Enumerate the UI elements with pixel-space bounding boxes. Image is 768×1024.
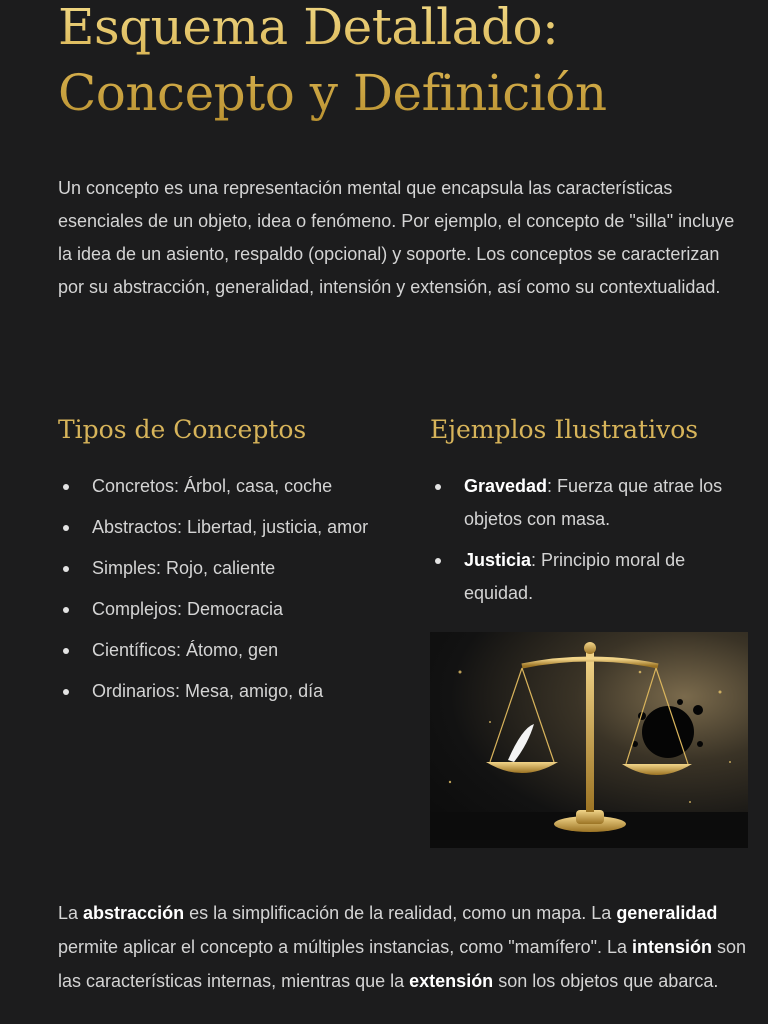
examples-heading: Ejemplos Ilustrativos — [430, 415, 699, 444]
list-item — [430, 544, 750, 610]
examples-list — [430, 470, 750, 618]
outro-text: son los objetos que abarca. — [493, 971, 719, 991]
outro-term: intensión — [632, 937, 713, 957]
title-line-2: Concepto y Definición — [58, 64, 607, 122]
example-text: : Principio moral de equidad. — [464, 550, 686, 603]
intro-paragraph: Un concepto es una representación mental que encapsula las características esenciales de un objeto, idea o fenómeno. Por ejemplo, el concepto de "silla" incluye la idea de un asiento, respaldo (opcional) y soporte. Los conceptos se caracterizan por su abstracción, generalidad, intensión y extensión, así como su contextualidad. — [58, 178, 735, 297]
list-item: Abstractos: Libertad, justicia, amor — [58, 511, 388, 544]
list-item: Ordinarios: Mesa, amigo, día — [58, 675, 388, 708]
example-term: Gravedad — [464, 476, 548, 496]
balance-scale-image — [430, 632, 748, 848]
outro-text: es la simplificación de la realidad, como un mapa. La — [184, 903, 617, 923]
outro-paragraph — [58, 896, 758, 998]
outro-term: generalidad — [616, 903, 718, 923]
example-term: Justicia — [464, 550, 532, 570]
types-heading: Tipos de Conceptos — [58, 415, 307, 444]
list-item — [430, 470, 750, 536]
example-text: : Fuerza que atrae los objetos con masa. — [464, 476, 723, 529]
title-line-1: Esquema Detallado: — [58, 0, 559, 56]
types-list — [58, 470, 388, 716]
outro-text: permite aplicar el concepto a múltiples instancias, como "mamífero". La — [58, 937, 633, 957]
outro-term: extensión — [409, 971, 494, 991]
list-item: Concretos: Árbol, casa, coche — [58, 470, 388, 503]
outro-term: abstracción — [83, 903, 185, 923]
outro-text: son las características internas, mientras que la — [58, 937, 747, 991]
list-item: Complejos: Democracia — [58, 593, 388, 626]
list-item: Simples: Rojo, caliente — [58, 552, 388, 585]
page-title — [58, 0, 607, 126]
outro-text: La — [58, 903, 84, 923]
list-item: Científicos: Átomo, gen — [58, 634, 388, 667]
